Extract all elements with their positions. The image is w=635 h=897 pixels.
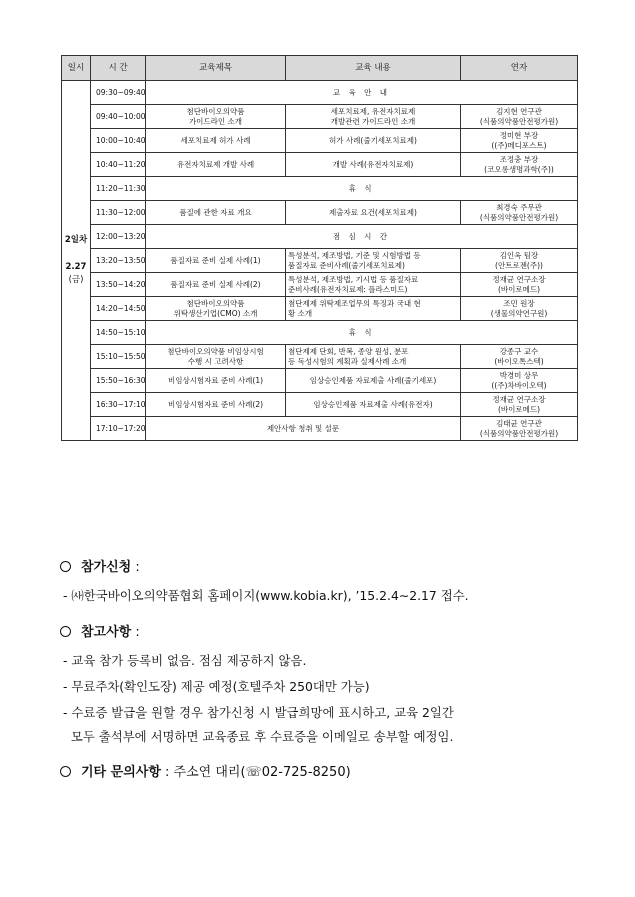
content-cell	[286, 129, 461, 153]
time-cell: 17:10~17:20	[91, 417, 146, 441]
speaker-cell-line: 조민 원장	[503, 298, 535, 308]
speaker-cell-line: 김인옥 팀장	[499, 250, 539, 260]
content-cell-line: 등 독성시험의 계획과 실제사례 소개	[288, 356, 407, 366]
section-apply-title: 참가신청	[81, 560, 132, 575]
merged-cell: 점 심 시 간	[146, 225, 578, 249]
time-cell: 14:50~15:10	[91, 321, 146, 345]
time-cell: 10:00~10:40	[91, 129, 146, 153]
circle-bullet-icon	[60, 626, 71, 637]
content-cell-line: 개발관련 가이드라인 소개	[330, 116, 416, 126]
content-cell	[286, 297, 461, 321]
content-cell-line: 준비사례(유전자치료제: 플라스미드)	[288, 284, 408, 294]
table-row	[62, 345, 578, 369]
circle-bullet-icon	[60, 561, 71, 572]
table-row	[62, 393, 578, 417]
title-cell	[146, 393, 286, 417]
section-contact	[60, 765, 351, 781]
title-cell	[146, 249, 286, 273]
day-cell	[62, 81, 91, 441]
section-notes-colon: :	[131, 625, 140, 640]
header-time: 시 간	[91, 56, 146, 81]
header-date: 일시	[62, 56, 91, 81]
title-cell-line: 수행 시 고려사항	[187, 356, 244, 366]
speaker-cell-line: 정재균 연구소장	[492, 394, 546, 404]
speaker-cell	[461, 345, 578, 369]
time-cell: 15:50~16:30	[91, 369, 146, 393]
section-apply-colon: :	[131, 560, 140, 575]
time-cell: 13:20~13:50	[91, 249, 146, 273]
title-cell	[146, 297, 286, 321]
notes-line-4: 모두 출석부에 서명하면 교육종료 후 수료증을 이메일로 송부할 예정임.	[63, 729, 454, 744]
title-cell-line: 가이드라인 소개	[188, 116, 243, 126]
content-cell-line: 임상승인제품 자료제출 사례(유전자)	[313, 399, 433, 409]
speaker-cell	[461, 273, 578, 297]
speaker-cell-line: (바이로메드)	[497, 284, 541, 294]
title-cell-line: 첨단바이오의약품	[186, 106, 245, 116]
content-cell-line: 첨단제제 단회, 반복, 종양 원성, 분포	[288, 346, 409, 356]
speaker-cell-line: (코오롱생명과학(주))	[484, 164, 554, 174]
speaker-cell-line: 김지현 연구관	[496, 106, 542, 116]
content-cell-line: 임상승인제품 자료제출 사례(줄기세포)	[309, 375, 437, 385]
circle-bullet-icon	[60, 766, 71, 777]
time-cell: 16:30~17:10	[91, 393, 146, 417]
title-cell-line: 비임상시험자료 준비 사례(2)	[167, 399, 264, 409]
content-cell	[286, 201, 461, 225]
speaker-cell-line: (식품의약품안전평가원)	[479, 116, 559, 126]
title-cell	[146, 129, 286, 153]
title-cell-line: 첨단바이오의약품	[186, 298, 245, 308]
table-row	[62, 369, 578, 393]
notes-line-3: - 수료증 발급을 원할 경우 참가신청 시 발급희망에 표시하고, 교육 2일간	[63, 705, 454, 720]
notes-line-1: - 교육 참가 등록비 없음. 점심 제공하지 않음.	[63, 653, 307, 668]
speaker-cell	[461, 129, 578, 153]
table-row	[62, 177, 578, 201]
content-cell-line: 허가 사례(줄기세포치료제)	[329, 135, 417, 145]
time-cell: 11:20~11:30	[91, 177, 146, 201]
content-cell-line: 황 소개	[288, 308, 313, 318]
title-cell	[146, 345, 286, 369]
speaker-cell	[461, 153, 578, 177]
merged-cell: 교 육 안 내	[146, 81, 578, 105]
content-cell-line: 품질자료 준비사례(줄기세포치료제)	[288, 260, 405, 270]
speaker-cell-line: 조정충 부장	[499, 154, 539, 164]
time-cell: 13:50~14:20	[91, 273, 146, 297]
section-notes-title: 참고사항	[81, 625, 132, 640]
title-cell-line: 비임상시험자료 준비 사례(1)	[167, 375, 264, 385]
content-cell	[286, 393, 461, 417]
time-cell: 09:30~09:40	[91, 81, 146, 105]
speaker-cell-line: (바이로메드)	[497, 404, 541, 414]
notes-line-2: - 무료주차(확인도장) 제공 예정(호텔주차 250대만 가능)	[63, 679, 370, 694]
speaker-cell-line: (식품의약품안전평가원)	[479, 212, 559, 222]
speaker-cell-line: (안트로젠(주))	[495, 260, 543, 270]
speaker-cell	[461, 105, 578, 129]
speaker-cell-line: 박경미 상무	[499, 370, 539, 380]
title-cell-line: 품질자료 준비 실제 사례(1)	[170, 255, 261, 265]
table-row	[62, 81, 578, 105]
content-cell-line: 제출자료 요건(세포치료제)	[329, 207, 417, 217]
speaker-cell-line: 김태균 연구관	[496, 418, 542, 428]
content-cell	[286, 105, 461, 129]
table-row	[62, 321, 578, 345]
speaker-cell-line: ((주)메디포스트)	[491, 140, 547, 150]
time-cell: 12:00~13:20	[91, 225, 146, 249]
speaker-cell-line: 정미현 부장	[499, 130, 539, 140]
content-cell-line: 첨단제제 위탁제조업무의 특징과 국내 현	[288, 298, 421, 308]
table-row	[62, 225, 578, 249]
day-label: 2일차	[64, 235, 88, 245]
title-cell-line: 품질에 관한 자료 개요	[179, 207, 252, 217]
header-speaker: 연자	[461, 56, 578, 81]
speaker-cell	[461, 393, 578, 417]
content-cell-line: 개발 사례(유전자치료제)	[332, 159, 414, 169]
title-cell	[146, 273, 286, 297]
day-weekday: (금)	[68, 275, 84, 285]
speaker-cell	[461, 417, 578, 441]
content-cell	[286, 369, 461, 393]
content-cell-line: 세포치료제, 유전자치료제	[330, 106, 416, 116]
title-cell	[146, 369, 286, 393]
speaker-cell-line: 최경숙 주무관	[496, 202, 542, 212]
time-cell: 15:10~15:50	[91, 345, 146, 369]
table-row	[62, 201, 578, 225]
title-cell-line: 품질자료 준비 실제 사례(2)	[170, 279, 261, 289]
section-contact-title: 기타 문의사항	[81, 765, 161, 780]
table-row	[62, 105, 578, 129]
title-cell-line: 유전자치료제 개발 사례	[176, 159, 255, 169]
title-cell	[146, 153, 286, 177]
table-row	[62, 153, 578, 177]
content-cell-line: 특성분석, 제조방법, 기준 및 시험방법 등	[288, 250, 421, 260]
title-cell-line: 첨단바이오의약품 비임상시험	[167, 346, 264, 356]
merged-cell: 휴 식	[146, 321, 578, 345]
schedule-table	[61, 55, 578, 441]
time-cell: 14:20~14:50	[91, 297, 146, 321]
title-cell-line: 세포치료제 허가 사례	[180, 135, 251, 145]
title-cell	[146, 105, 286, 129]
title-cell-line: 위탁생산기업(CMO) 소개	[173, 308, 258, 318]
merged-cell: 휴 식	[146, 177, 578, 201]
table-row	[62, 273, 578, 297]
content-cell-line: 특성분석, 제조방법, 기시법 등 품질자료	[288, 274, 419, 284]
speaker-cell	[461, 201, 578, 225]
title-content-cell: 제안사항 청취 및 설문	[146, 417, 461, 441]
speaker-cell	[461, 369, 578, 393]
table-header-row	[62, 56, 578, 81]
time-cell: 11:30~12:00	[91, 201, 146, 225]
time-cell: 10:40~11:20	[91, 153, 146, 177]
content-cell	[286, 249, 461, 273]
header-title: 교육제목	[146, 56, 286, 81]
apply-line: - ㈔한국바이오의약품협회 홈페이지(www.kobia.kr), ’15.2.4∼2.17 접수.	[63, 588, 469, 603]
time-cell: 09:40~10:00	[91, 105, 146, 129]
title-cell	[146, 201, 286, 225]
speaker-cell	[461, 249, 578, 273]
table-row	[62, 297, 578, 321]
day-date: 2.27	[65, 262, 87, 272]
speaker-cell	[461, 297, 578, 321]
content-cell	[286, 153, 461, 177]
header-content: 교육 내용	[286, 56, 461, 81]
content-cell	[286, 345, 461, 369]
table-row	[62, 129, 578, 153]
table-row	[62, 417, 578, 441]
speaker-cell-line: (생물의약연구원)	[490, 308, 548, 318]
section-apply	[60, 560, 140, 576]
day-spacer	[64, 247, 88, 261]
section-notes	[60, 625, 140, 641]
speaker-cell-line: 강종구 교수	[499, 346, 539, 356]
speaker-cell-line: 정재균 연구소장	[492, 274, 546, 284]
table-row	[62, 249, 578, 273]
speaker-cell-line: (식품의약품안전평가원)	[479, 428, 559, 438]
section-contact-text: : 주소연 대리(☏02-725-8250)	[160, 765, 351, 780]
speaker-cell-line: (바이오톡스텍)	[494, 356, 544, 366]
speaker-cell-line: ((주)차바이오텍)	[491, 380, 547, 390]
content-cell	[286, 273, 461, 297]
